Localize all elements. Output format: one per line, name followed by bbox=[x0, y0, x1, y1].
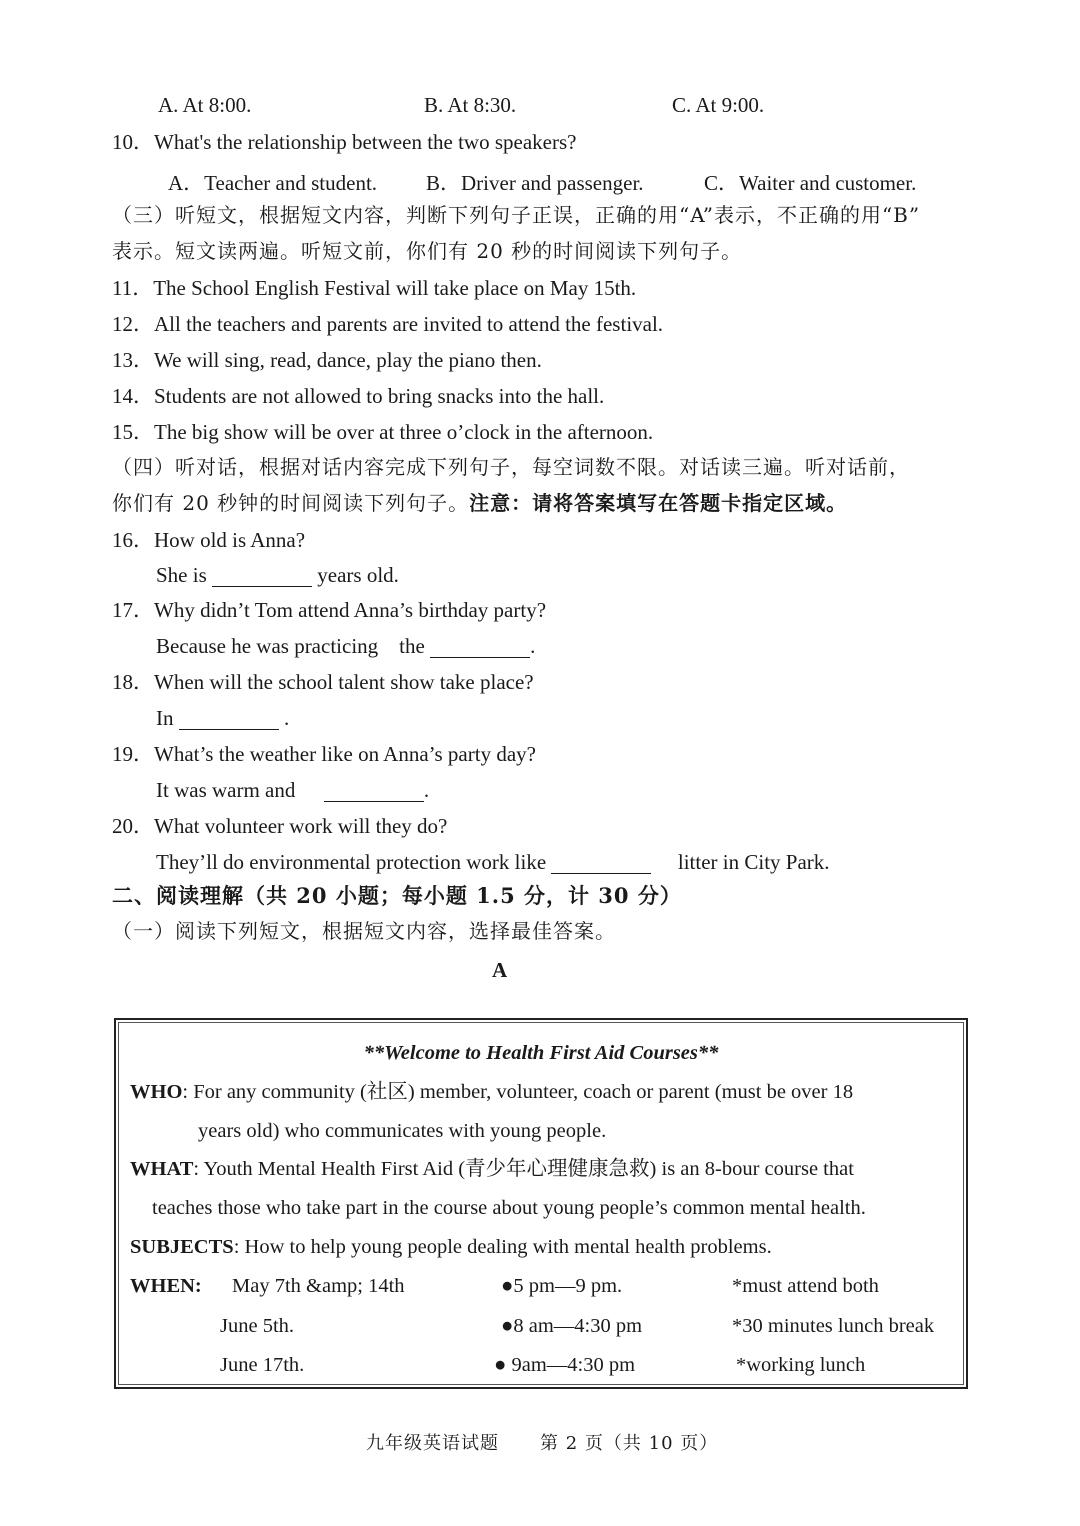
question-text: What’s the weather like on Anna’s party day? bbox=[154, 742, 536, 766]
statement-number: 14． bbox=[112, 384, 154, 408]
statement-text: The big show will be over at three o’clock in the afternoon. bbox=[154, 420, 654, 444]
statement-14 bbox=[112, 384, 604, 408]
statement-number: 15． bbox=[112, 420, 154, 444]
part2-heading: 二、阅读理解（共 20 小题；每小题 1.5 分，计 30 分） bbox=[112, 883, 682, 908]
question-text: How old is Anna? bbox=[154, 528, 306, 552]
section4-notice: 注意：请将答案填写在答题卡指定区域。 bbox=[469, 491, 848, 515]
statement-text: All the teachers and parents are invited to attend the festival. bbox=[154, 312, 664, 336]
question-text: What's the relationship between the two speakers? bbox=[154, 130, 577, 154]
answer-prefix: It was warm and bbox=[156, 778, 296, 802]
answer-prefix: She is bbox=[156, 563, 207, 587]
answer-blank-18[interactable] bbox=[179, 711, 279, 730]
footer-page-number: 第 2 页（共 10 页） bbox=[540, 1433, 719, 1454]
notice-title: **Welcome to Health First Aid Courses** bbox=[363, 1042, 719, 1064]
answer-suffix: . bbox=[284, 706, 290, 730]
section4-instruction-line2 bbox=[112, 492, 847, 515]
schedule-date-1: May 7th &amp; 14th bbox=[232, 1275, 405, 1297]
question-number: 10． bbox=[112, 130, 154, 154]
question-19 bbox=[112, 742, 536, 766]
q9-option-b: B. At 8:30. bbox=[424, 93, 517, 117]
statement-number: 13． bbox=[112, 348, 154, 372]
section4-instruction-line1: （四）听对话，根据对话内容完成下列句子，每空词数不限。对话读三遍。听对话前， bbox=[112, 455, 910, 479]
answer-prefix: In bbox=[156, 706, 174, 730]
footer-exam-title: 九年级英语试题 bbox=[366, 1433, 499, 1454]
statement-text: Students are not allowed to bring snacks into the hall. bbox=[154, 384, 605, 408]
statement-15 bbox=[112, 420, 653, 444]
schedule-date-3: June 17th. bbox=[220, 1354, 305, 1376]
statement-13 bbox=[112, 348, 542, 372]
answer-blank-16[interactable] bbox=[212, 568, 312, 587]
notice-who bbox=[130, 1081, 853, 1105]
answer-suffix: years old. bbox=[317, 563, 399, 587]
passage-label: A bbox=[492, 958, 508, 982]
schedule-time-3: ● 9am—4:30 pm bbox=[494, 1354, 636, 1376]
statement-text: We will sing, read, dance, play the piano then. bbox=[154, 348, 542, 372]
answer-line-18 bbox=[156, 706, 289, 730]
answer-suffix: . bbox=[530, 634, 536, 658]
question-18 bbox=[112, 670, 534, 694]
answer-suffix: . bbox=[423, 778, 430, 802]
notice-box bbox=[114, 1018, 968, 1389]
when-label: WHEN: bbox=[130, 1275, 202, 1297]
q10-option-c: C．Waiter and customer. bbox=[704, 171, 917, 195]
answer-line-19 bbox=[156, 778, 429, 802]
answer-prefix: They’ll do environmental protection work like bbox=[156, 850, 547, 874]
answer-suffix: litter in City Park. bbox=[677, 850, 830, 874]
schedule-note-1: *must attend both bbox=[732, 1275, 879, 1297]
section3-instruction-line1: （三）听短文，根据短文内容，判断下列句子正误，正确的用“A”表示，不正确的用“B” bbox=[112, 203, 921, 227]
statement-number: 12． bbox=[112, 312, 154, 336]
q9-option-c: C. At 9:00. bbox=[672, 93, 765, 117]
question-17 bbox=[112, 598, 546, 622]
answer-line-17 bbox=[156, 634, 535, 658]
schedule-note-2: *30 minutes lunch break bbox=[732, 1315, 935, 1337]
question-10 bbox=[112, 130, 576, 154]
question-text: What volunteer work will they do? bbox=[154, 814, 448, 838]
question-number: 19． bbox=[112, 742, 154, 766]
notice-what bbox=[130, 1158, 854, 1182]
schedule-time-1: ●5 pm—9 pm. bbox=[501, 1275, 623, 1297]
subjects-label: SUBJECTS bbox=[130, 1236, 234, 1258]
part2-subheading: （一）阅读下列短文，根据短文内容，选择最佳答案。 bbox=[112, 919, 616, 943]
answer-blank-19[interactable] bbox=[324, 783, 424, 802]
question-number: 20． bbox=[112, 814, 154, 838]
subjects-text: : How to help young people dealing with mental health problems. bbox=[233, 1236, 772, 1258]
who-label: WHO bbox=[130, 1081, 183, 1103]
answer-line-20 bbox=[156, 850, 830, 874]
schedule-time-2: ●8 am—4:30 pm bbox=[501, 1315, 643, 1337]
question-number: 16． bbox=[112, 528, 154, 552]
statement-12 bbox=[112, 312, 663, 336]
q10-option-b: B．Driver and passenger. bbox=[426, 171, 644, 195]
notice-subjects bbox=[130, 1236, 772, 1260]
who-text: : For any community (社区) member, volunteer, coach or parent (must be over 18 bbox=[182, 1081, 854, 1103]
question-number: 18． bbox=[112, 670, 154, 694]
notice-who-continued: years old) who communicates with young people. bbox=[198, 1120, 607, 1142]
answer-blank-20[interactable] bbox=[551, 855, 651, 874]
answer-prefix: Because he was practicing the bbox=[156, 634, 425, 658]
statement-11 bbox=[112, 276, 636, 300]
schedule-date-2: June 5th. bbox=[220, 1315, 295, 1337]
question-number: 17． bbox=[112, 598, 154, 622]
q10-option-a: A．Teacher and student. bbox=[168, 171, 378, 195]
question-16 bbox=[112, 528, 305, 552]
statement-number: 11． bbox=[112, 276, 154, 300]
question-20 bbox=[112, 814, 447, 838]
notice-what-continued: teaches those who take part in the course about young people’s common mental health. bbox=[152, 1197, 866, 1219]
what-text: : Youth Mental Health First Aid (青少年心理健康急救) is an 8-bour course that bbox=[193, 1158, 854, 1180]
statement-text: The School English Festival will take place on May 15th. bbox=[153, 276, 637, 300]
q9-option-a: A. At 8:00. bbox=[158, 93, 252, 117]
section3-instruction-line2: 表示。短文读两遍。听短文前，你们有 20 秒的时间阅读下列句子。 bbox=[112, 239, 743, 263]
schedule-note-3: *working lunch bbox=[736, 1354, 866, 1376]
question-text: Why didn’t Tom attend Anna’s birthday party? bbox=[154, 598, 547, 622]
answer-line-16 bbox=[156, 563, 399, 587]
what-label: WHAT bbox=[130, 1158, 194, 1180]
section4-instruction-text: 你们有 20 秒钟的时间阅读下列句子。 bbox=[112, 491, 470, 515]
answer-blank-17[interactable] bbox=[430, 639, 530, 658]
question-text: When will the school talent show take place? bbox=[154, 670, 534, 694]
